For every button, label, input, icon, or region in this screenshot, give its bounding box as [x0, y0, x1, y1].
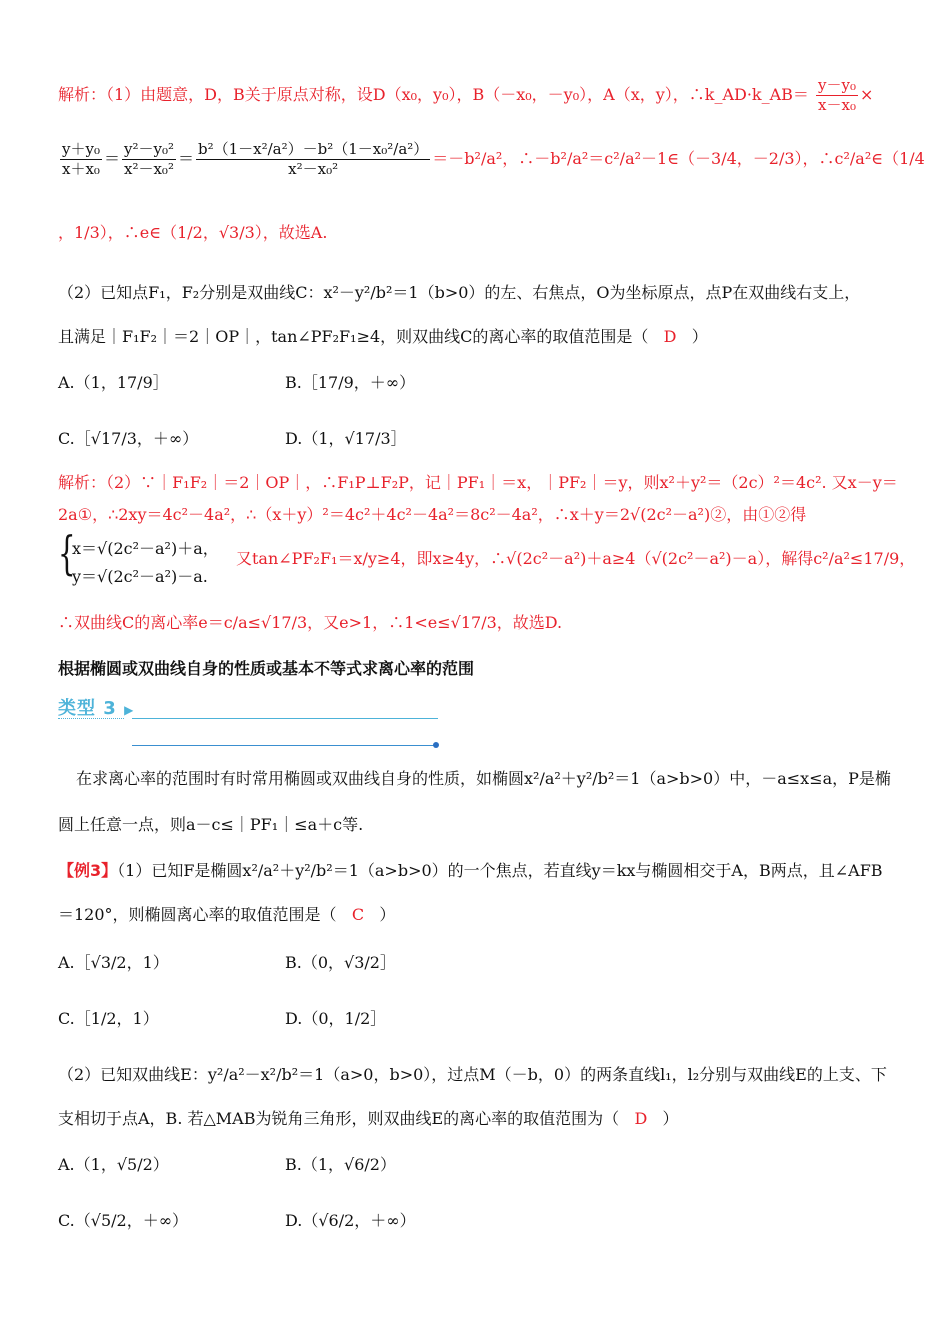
- ex3-option-a: A.［√3/2，1）: [58, 953, 169, 972]
- badge-underline: [58, 718, 124, 719]
- ex3-option-c: C.［1/2，1）: [58, 1009, 159, 1028]
- q2-option-a: A.（1，17/9］: [58, 373, 169, 392]
- q2-option-c: C.［√17/3，＋∞）: [58, 429, 199, 448]
- ex3-option-d: D.（0，1/2］: [285, 1009, 387, 1028]
- analysis2-line1: 解析：（2）∵｜F₁F₂｜＝2｜OP｜，∴F₁P⊥F₂P，记｜PF₁｜＝x，｜PF₂｜＝y，则x²＋y²＝（2c）²＝4c². 又x－y＝: [58, 473, 898, 492]
- q2-line2: 且满足｜F₁F₂｜＝2｜OP｜，tan∠PF₂F₁≥4，则双曲线C的离心率的取值范围是（ D ）: [58, 327, 708, 346]
- example-tag: 【例3】: [58, 861, 118, 880]
- system-eq2: y＝√(2c²－a²)－a.: [72, 567, 208, 586]
- badge-divider-top: [132, 718, 438, 719]
- q32-answer: D: [634, 1109, 648, 1128]
- q32-option-c: C.（√5/2，＋∞）: [58, 1211, 189, 1230]
- q32-option-d: D.（√6/2，＋∞）: [285, 1211, 416, 1230]
- system-eq1: x＝√(2c²－a²)＋a，: [72, 539, 219, 558]
- play-triangle-icon: ▶: [124, 703, 135, 717]
- q32-line2: 支相切于点A，B. 若△MAB为锐角三角形，则双曲线E的离心率的取值范围为（ D ）: [58, 1109, 679, 1128]
- type-badge: 类型 3 ▶: [58, 698, 135, 719]
- q32-line1: （2）已知双曲线E：y²/a²－x²/b²＝1（a>0，b>0），过点M（－b，0）的两条直线l₁，l₂分别与双曲线E的上支、下: [58, 1065, 887, 1084]
- ex3-option-b: B.（0，√3/2］: [285, 953, 396, 972]
- ex3-answer: C: [351, 905, 365, 924]
- analysis2-line3: 又tan∠PF₂F₁＝x/y≥4，即x≥4y，∴√(2c²－a²)＋a≥4（√(2c²－a²)－a），解得c²/a²≤17/9，: [236, 549, 916, 568]
- badge-divider-dot: [433, 742, 439, 748]
- fraction: $\frac{\text{y－y₀}}{\text{x－x₀}}$: [818, 76, 856, 114]
- analysis2-line4: ∴双曲线C的离心率e＝c/a≤√17/3，又e>1，∴1<e≤√17/3，故选D.: [58, 613, 563, 632]
- q2-line1: （2）已知点F₁，F₂分别是双曲线C：x²－y²/b²＝1（b>0）的左、右焦点，O为坐标原点，点P在双曲线右支上，: [58, 283, 861, 302]
- intro-line2: 圆上任意一点，则a－c≤｜PF₁｜≤a＋c等.: [58, 815, 364, 834]
- analysis1-line3: ，1/3），∴e∈（1/2，√3/3），故选A.: [58, 223, 328, 242]
- analysis1-line1: 解析：（1）由题意，D，B关于原点对称，设D（x₀，y₀），B（－x₀，－y₀），A（x，y），∴k_AD·k_AB＝ $\frac{\text{y－y₀}}{\text{x－x₀}}$ ×: [58, 76, 874, 114]
- section-heading: 根据椭圆或双曲线自身的性质或基本不等式求离心率的范围: [58, 659, 475, 678]
- q2-answer: D: [663, 327, 677, 346]
- badge-divider-bottom: [132, 745, 436, 746]
- q32-option-b: B.（1，√6/2）: [285, 1155, 396, 1174]
- q32-option-a: A.（1，√5/2）: [58, 1155, 169, 1174]
- q2-option-b: B.［17/9，＋∞）: [285, 373, 416, 392]
- ex3-line1: 【例3】（1）已知F是椭圆x²/a²＋y²/b²＝1（a>b>0）的一个焦点，若直线y＝kx与椭圆相交于A，B两点，且∠AFB: [58, 861, 883, 880]
- intro-line1: 在求离心率的范围时有时常用椭圆或双曲线自身的性质，如椭圆x²/a²＋y²/b²＝1（a>b>0）中，－a≤x≤a，P是椭: [76, 769, 891, 788]
- q2-option-d: D.（1，√17/3］: [285, 429, 407, 448]
- analysis2-line2: 2a①，∴2xy＝4c²－4a²，∴（x＋y）²＝4c²＋4c²－4a²＝8c²－4a²，∴x＋y＝2√(2c²－a²)②，由①②得: [58, 505, 807, 524]
- system-brace: {: [58, 526, 76, 580]
- ex3-line2: ＝120°，则椭圆离心率的取值范围是（ C ）: [58, 905, 396, 924]
- analysis1-line2: $\frac{\text{y＋y₀}}{\text{x＋x₀}}$ ＝ $\frac{\text{y²－y₀²}}{\text{x²－x₀²}}$ ＝ $\frac{\text{b²（1－x²/a²）－b²（1－x₀²/a²）}}{\text{x²－x₀²}}$ ＝－b²/a²，∴－b²/a²＝c²/a²－1∈（－3/4，－2/3），∴c²/a²∈（1/4: [62, 140, 925, 178]
